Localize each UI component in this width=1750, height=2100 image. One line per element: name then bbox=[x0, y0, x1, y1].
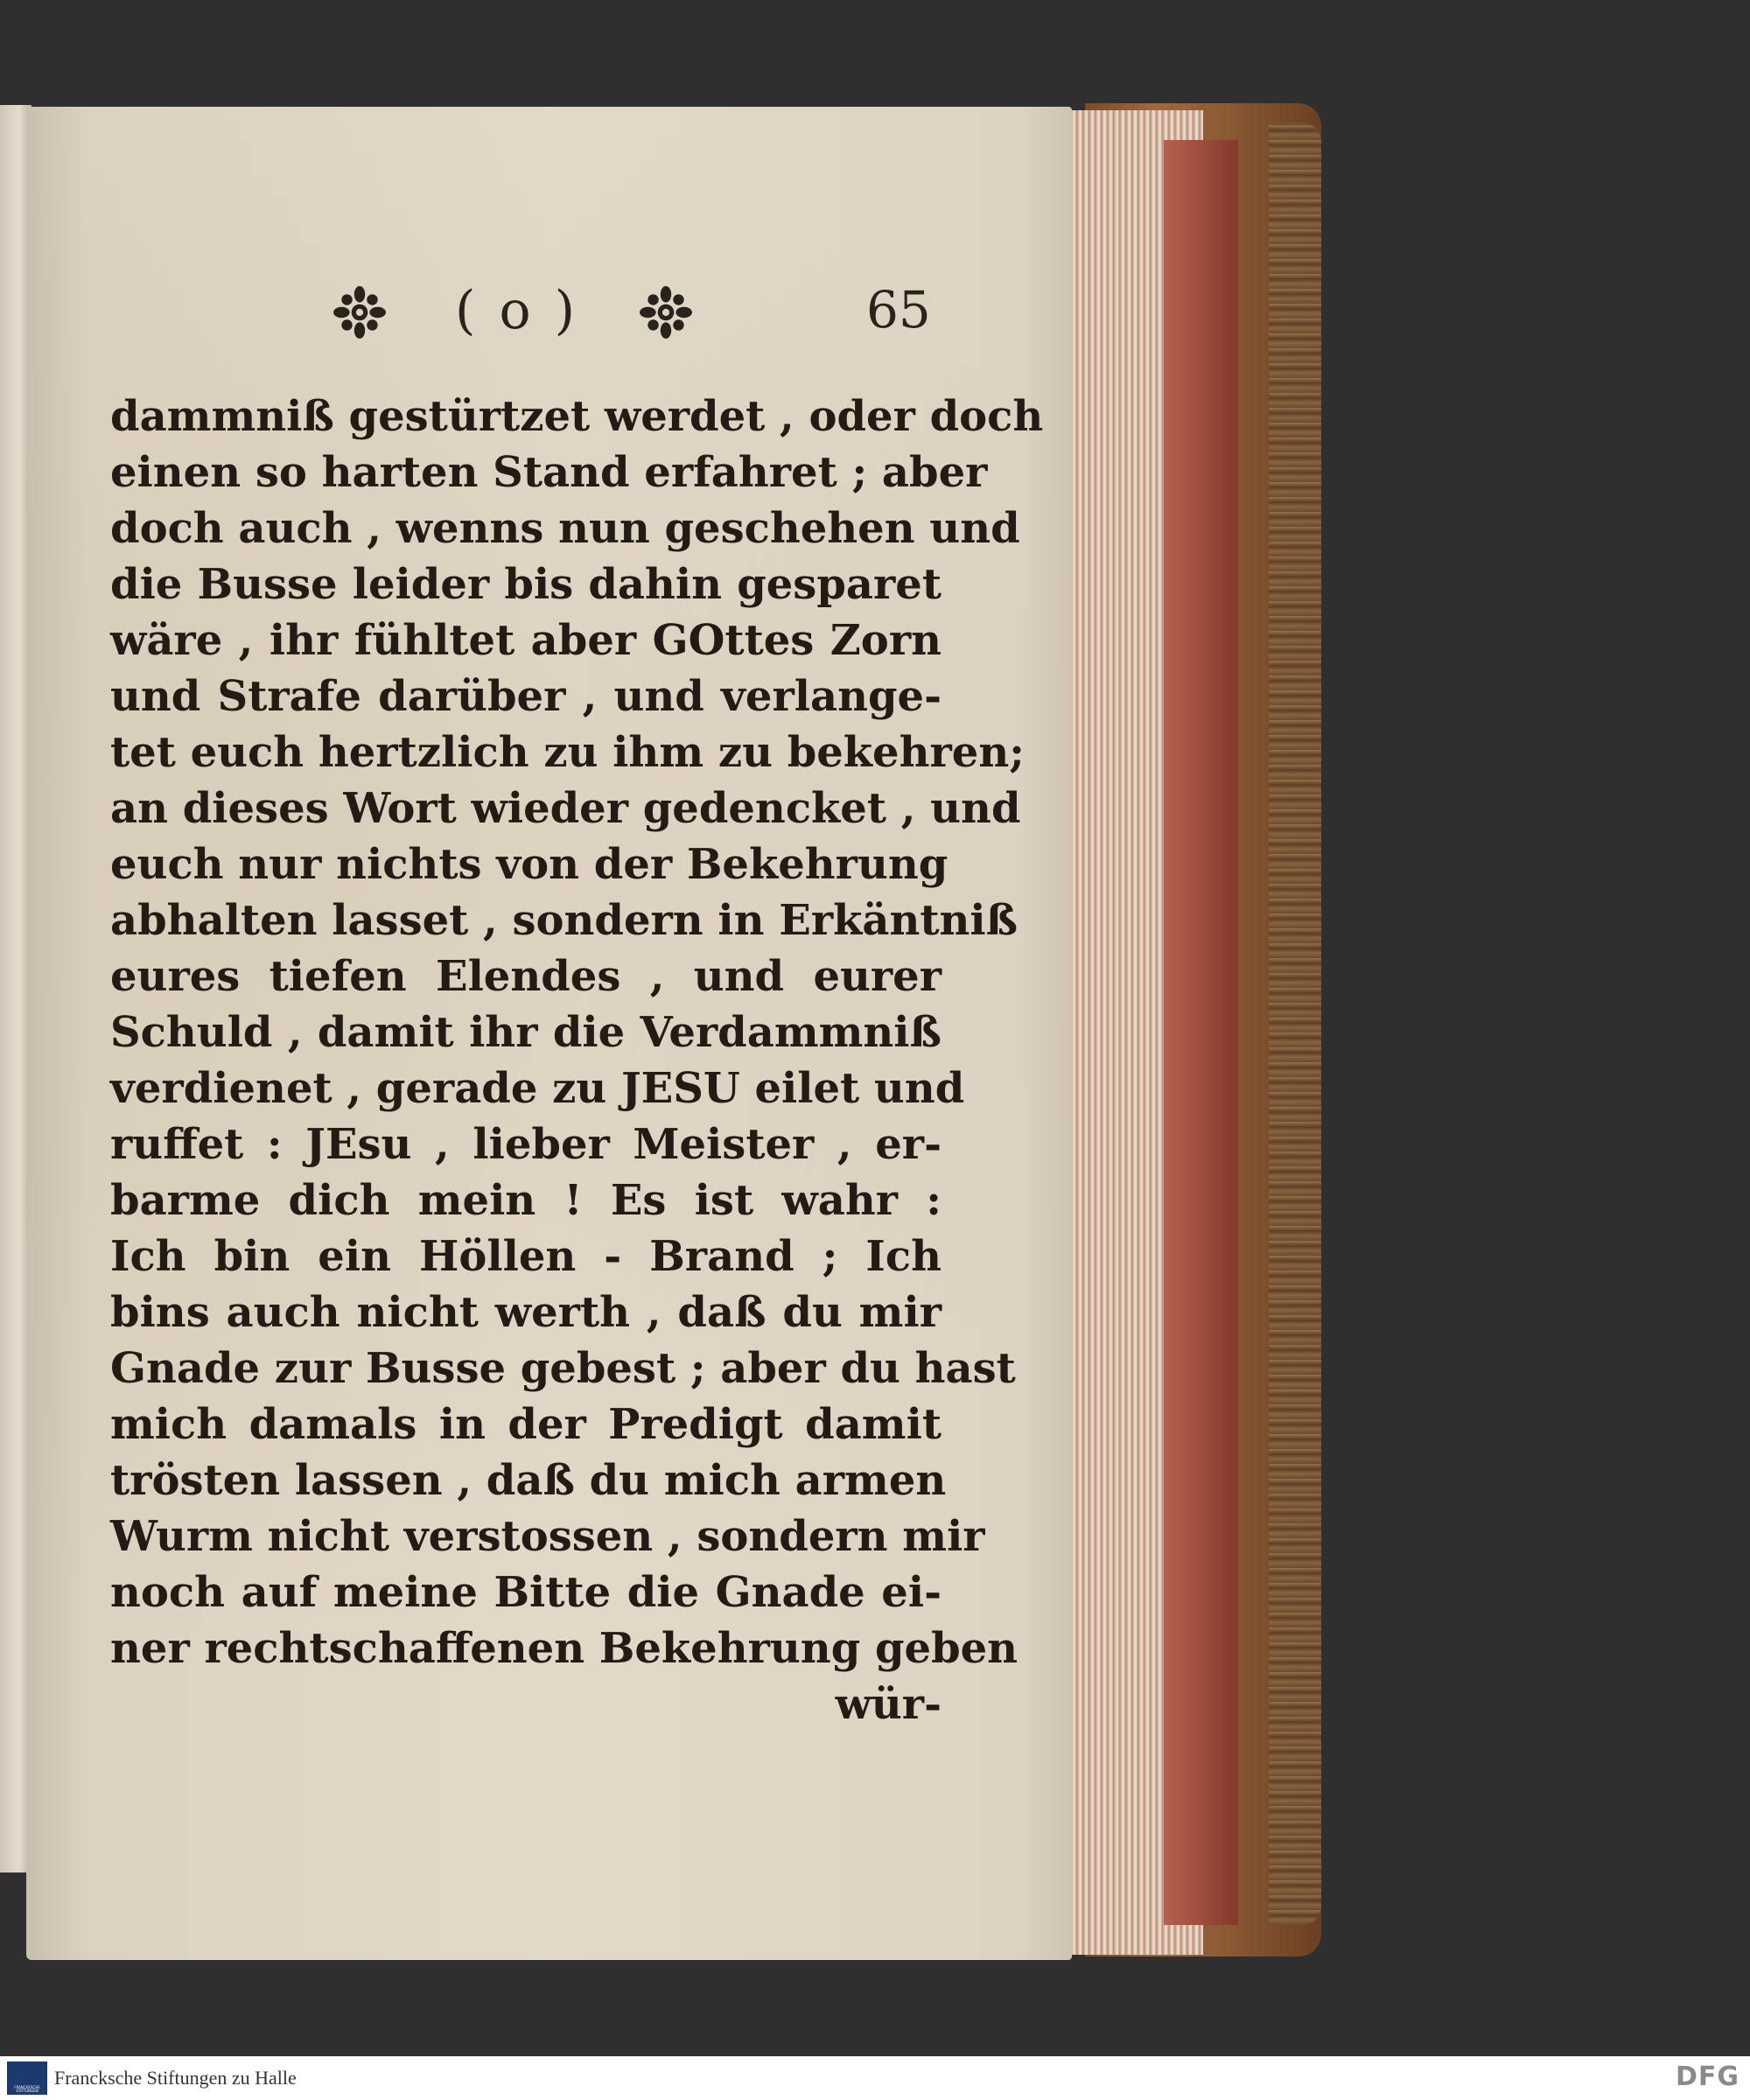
dfg-badge[interactable]: DFG bbox=[1675, 2062, 1740, 2092]
text-line: an dieses Wort wieder gedencket , und bbox=[110, 784, 1021, 833]
page-header bbox=[332, 282, 945, 352]
institution-logo[interactable] bbox=[7, 2062, 47, 2095]
text-line: die Busse leider bis dahin gesparet bbox=[110, 560, 942, 609]
page-number: 65 bbox=[866, 280, 931, 340]
text-line: tet euch hertzlich zu ihm zu bekehren; bbox=[110, 728, 1025, 777]
text-line: abhalten lasset , sondern in Erkäntniß bbox=[110, 896, 1018, 945]
text-line: Schuld , damit ihr die Verdammniß bbox=[110, 1008, 942, 1057]
text-line: mich damals in der Predigt damit bbox=[110, 1400, 942, 1449]
footer-bar bbox=[0, 2056, 1750, 2100]
text-line: wäre , ihr fühltet aber GOttes Zorn bbox=[110, 616, 942, 665]
text-line: eures tiefen Elendes , und eurer bbox=[110, 952, 942, 1001]
cover-texture bbox=[1269, 122, 1321, 1925]
rosette-ornament-icon bbox=[639, 285, 693, 340]
text-line: noch auf meine Bitte die Gnade ei- bbox=[110, 1568, 942, 1617]
text-line: dammniß gestürtzet werdet , oder doch bbox=[110, 392, 1044, 441]
text-line: euch nur nichts von der Bekehrung bbox=[110, 840, 948, 889]
red-page-edge bbox=[1164, 140, 1238, 1925]
text-line: Gnade zur Busse gebest ; aber du hast bbox=[110, 1344, 1016, 1393]
text-line: ner rechtschaffenen Bekehrung geben bbox=[110, 1624, 1018, 1673]
text-line: und Strafe darüber , und verlange- bbox=[110, 672, 942, 721]
text-line: doch auch , wenns nun geschehen und bbox=[110, 504, 1020, 553]
body-text bbox=[110, 388, 1044, 1732]
institution-name[interactable]: Francksche Stiftungen zu Halle bbox=[54, 2067, 297, 2089]
logo-text: FRANCKESCHE STIFTUNGEN bbox=[14, 2085, 40, 2093]
header-mark: ( o ) bbox=[455, 280, 579, 341]
text-line: bins auch nicht werth , daß du mir bbox=[110, 1288, 942, 1337]
text-line: ruffet : JEsu , lieber Meister , er- bbox=[110, 1120, 942, 1169]
rosette-ornament-icon bbox=[332, 285, 387, 340]
text-line: barme dich mein ! Es ist wahr : bbox=[110, 1176, 942, 1225]
catchword: wür- bbox=[835, 1680, 942, 1729]
text-line: trösten lassen , daß du mich armen bbox=[110, 1456, 947, 1505]
text-line: verdienet , gerade zu JESU eilet und bbox=[110, 1064, 965, 1113]
book-page bbox=[26, 107, 1072, 1960]
text-line: Wurm nicht verstossen , sondern mir bbox=[110, 1512, 985, 1561]
text-line: einen so harten Stand erfahret ; aber bbox=[110, 448, 988, 497]
text-line: Ich bin ein Höllen - Brand ; Ich bbox=[110, 1232, 942, 1281]
